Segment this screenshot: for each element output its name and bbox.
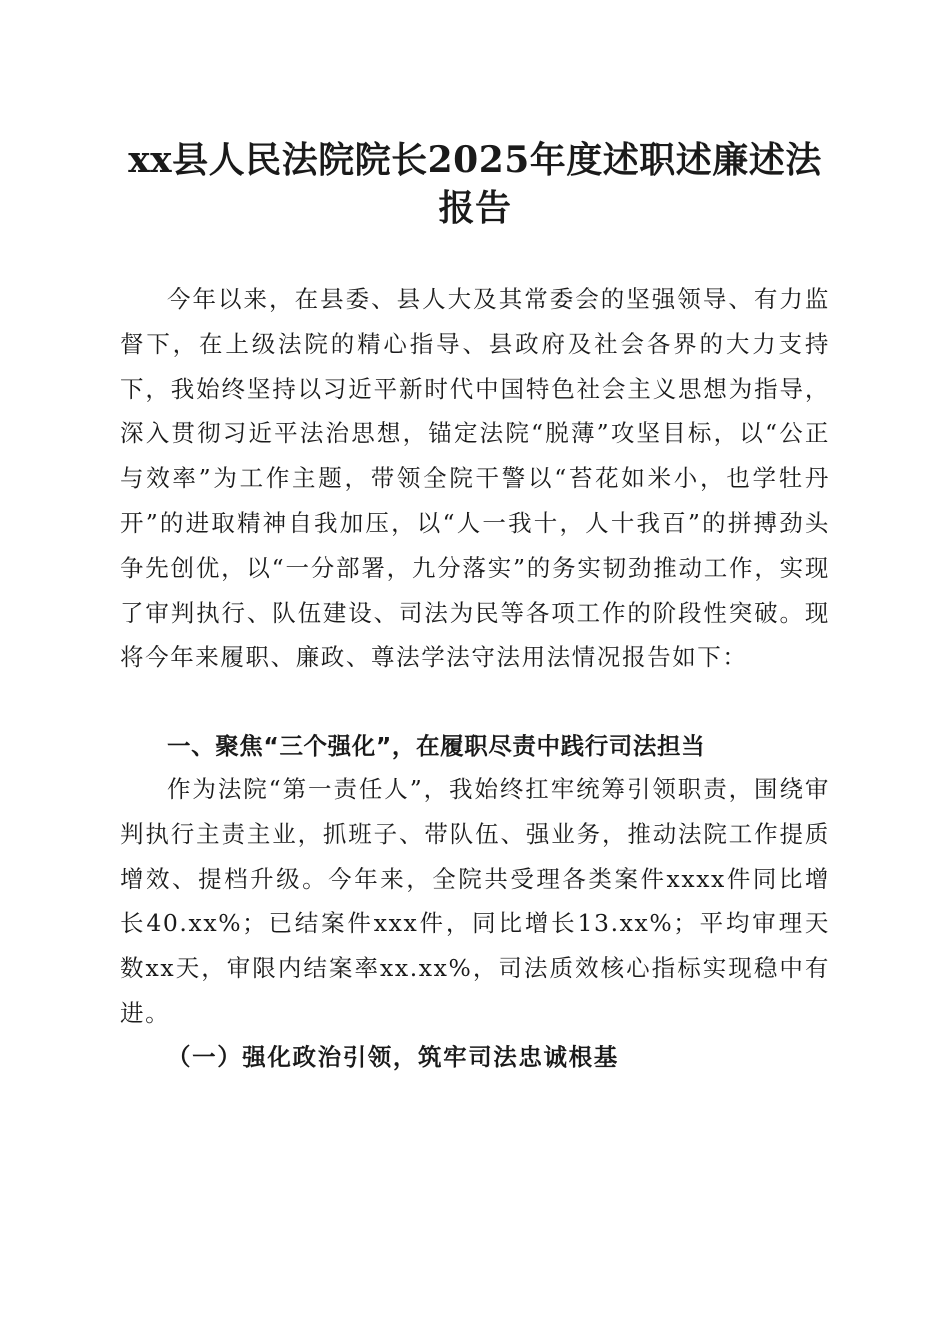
document-title: xx县人民法院院长2025年度述职述廉述法报告 bbox=[128, 139, 822, 229]
section-heading-1: 一、聚焦“三个强化”，在履职尽责中践行司法担当 bbox=[167, 732, 706, 760]
subsection-heading-1: （一）强化政治引领，筑牢司法忠诚根基 bbox=[167, 1043, 619, 1071]
section-1-paragraph: 作为法院“第一责任人”，我始终扛牢统筹引领职责，围绕审判执行主责主业，抓班子、带队伍、强业务，推动法院工作提质增效、提档升级。今年来，全院共受理各类案件xxxx件同比增长40.xx%；已结案件xxx件，同比增长13.xx%；平均审理天数xx天，审限内结案率xx.xx%，司法质效核心指标实现稳中有进。 bbox=[120, 775, 830, 1027]
intro-paragraph: 今年以来，在县委、县人大及其常委会的坚强领导、有力监督下，在上级法院的精心指导、县政府及社会各界的大力支持下，我始终坚持以习近平新时代中国特色社会主义思想为指导，深入贯彻习近平法治思想，锚定法院“脱薄”攻坚目标，以“公正与效率”为工作主题，带领全院干警以“苔花如米小，也学牡丹开”的进取精神自我加压，以“人一我十，人十我百”的拼搏劲头争先创优，以“一分部署，九分落实”的务实韧劲推动工作，实现了审判执行、队伍建设、司法为民等各项工作的阶段性突破。现将今年来履职、廉政、尊法学法守法用法情况报告如下： bbox=[120, 285, 830, 672]
